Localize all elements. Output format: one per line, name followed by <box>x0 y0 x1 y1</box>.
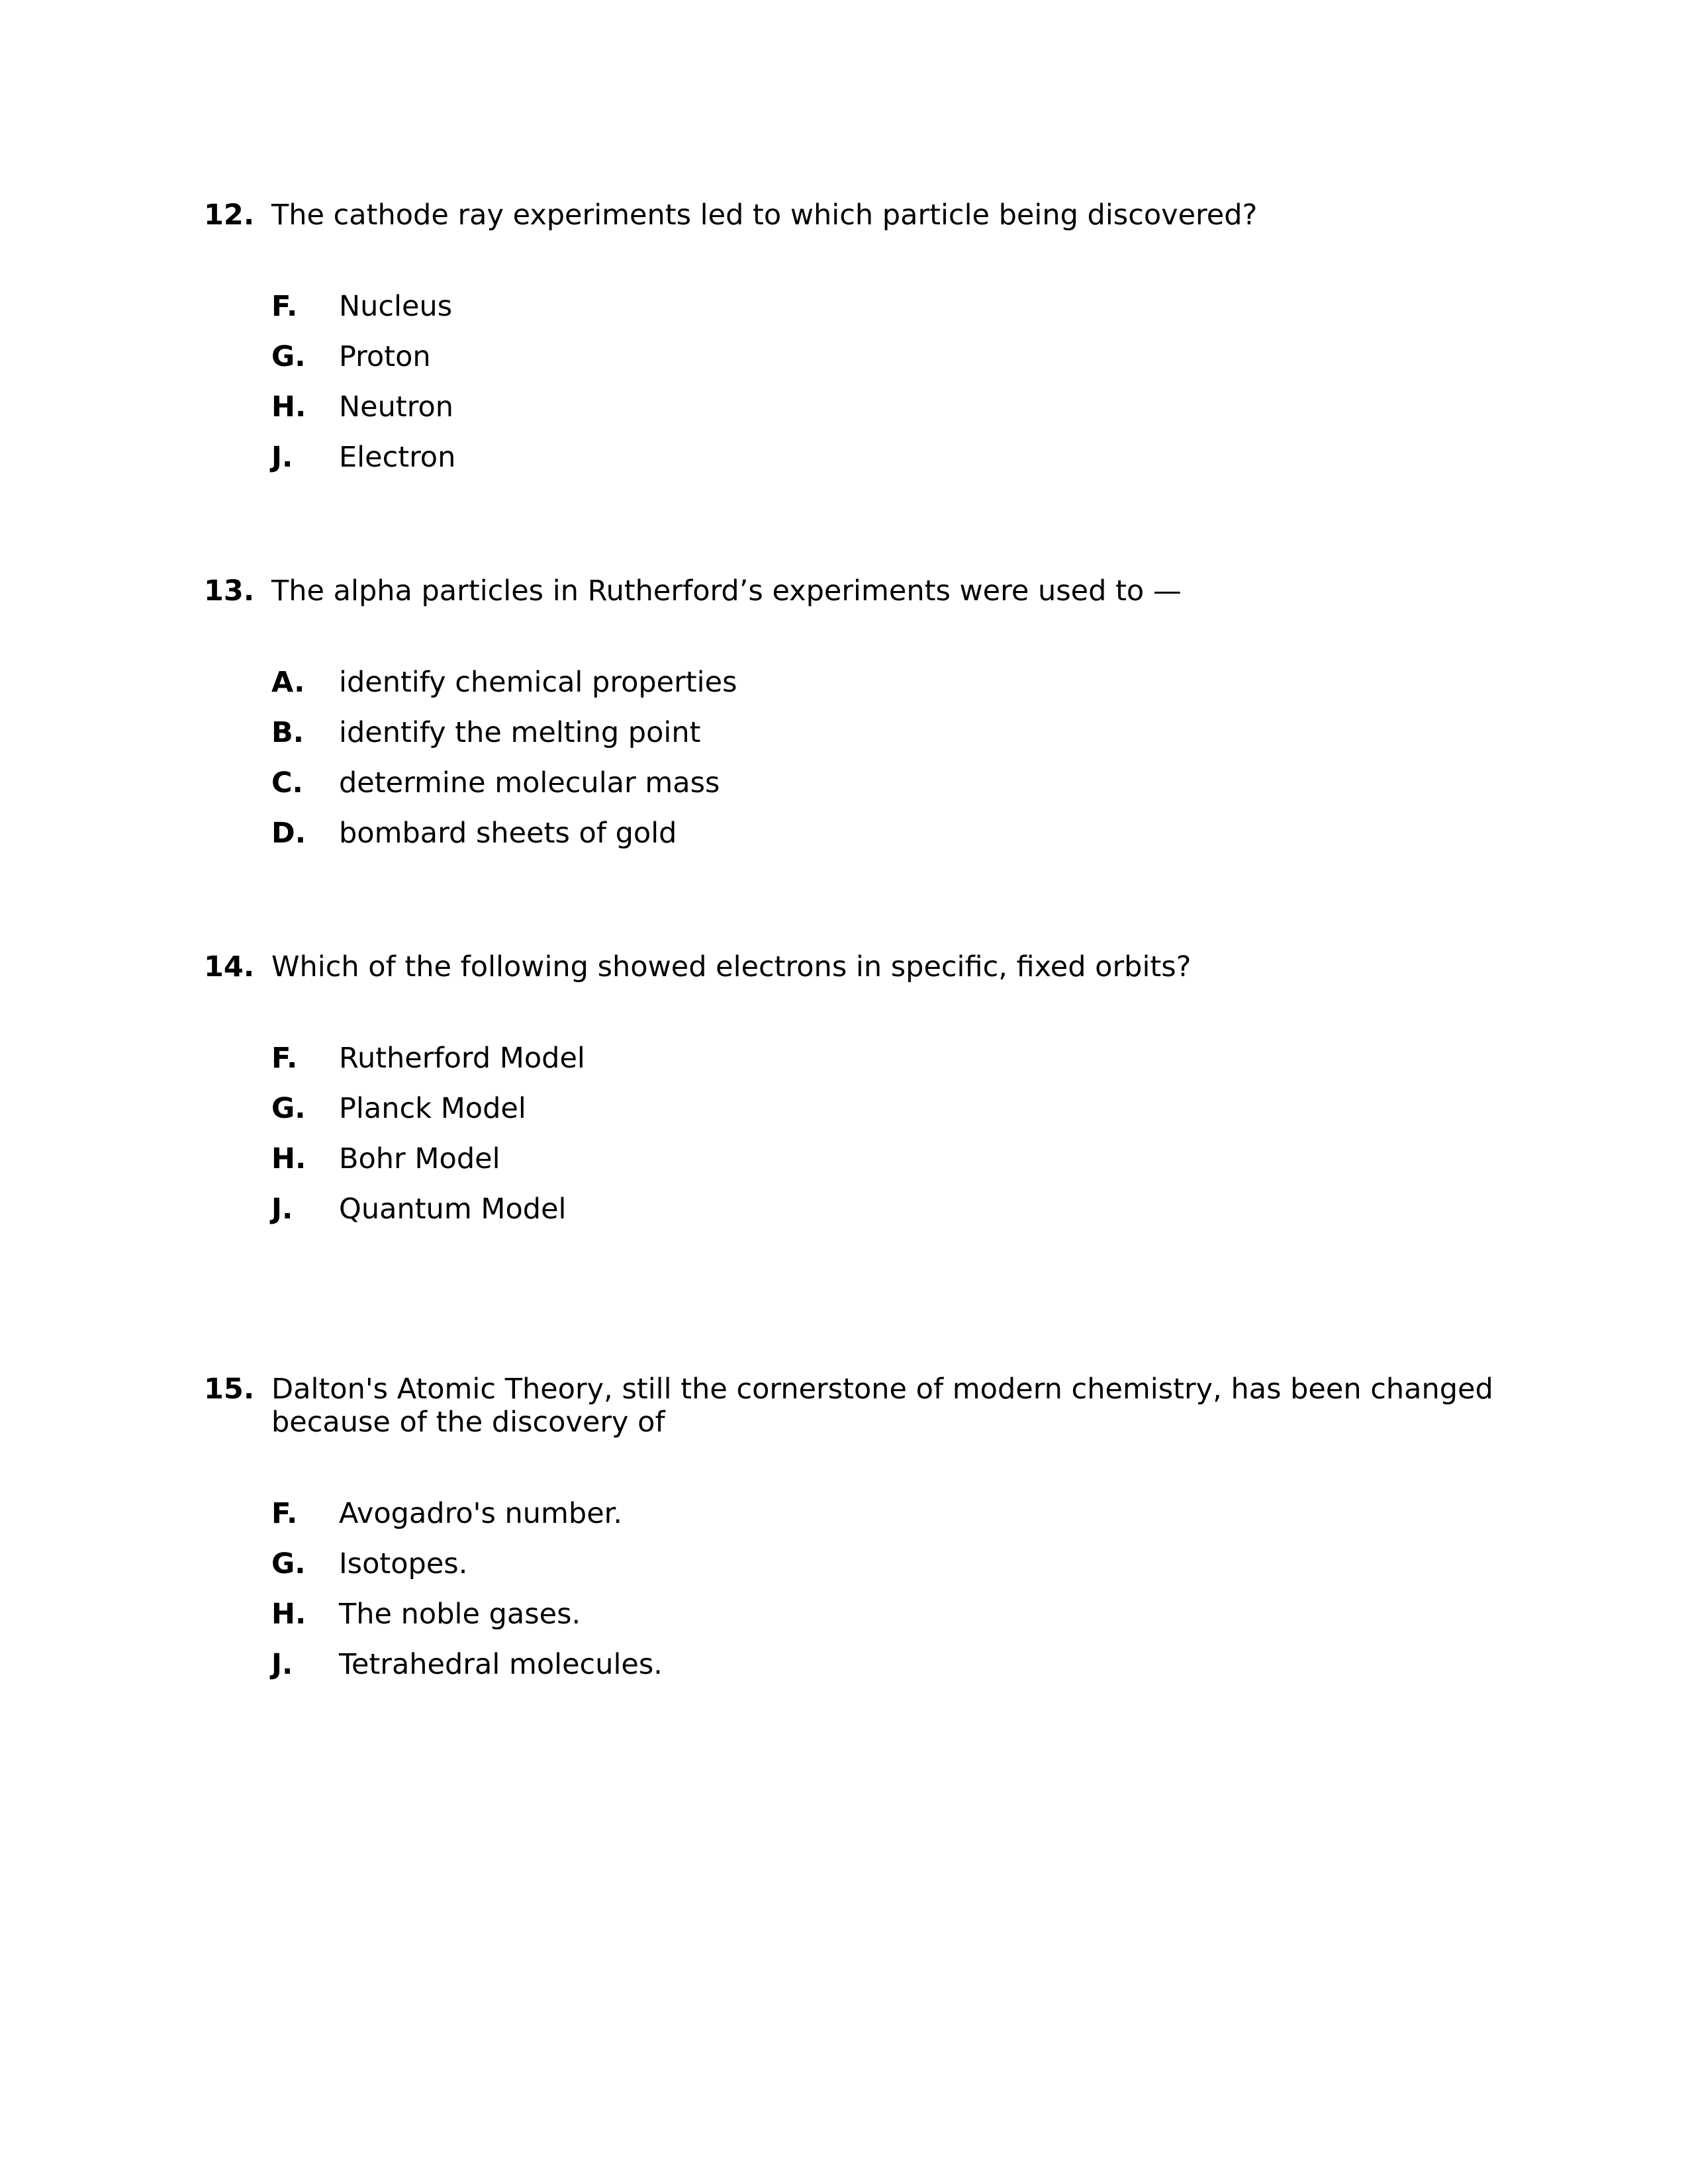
choice-letter: C. <box>271 766 303 799</box>
choice-text: Avogadro's number. <box>339 1497 623 1530</box>
answer-choice[interactable] <box>204 1142 1495 1193</box>
answer-choice[interactable] <box>204 666 1495 716</box>
choice-text: Electron <box>339 441 456 474</box>
choice-letter: H. <box>271 1142 306 1175</box>
answer-choice[interactable] <box>204 390 1495 441</box>
question-text: The alpha particles in Rutherford’s experiments were used to — <box>271 574 1182 608</box>
answer-choice[interactable] <box>204 290 1495 340</box>
choice-letter: D. <box>271 817 306 850</box>
choice-letter: B. <box>271 716 305 749</box>
answer-choice[interactable] <box>204 1193 1495 1243</box>
choice-text: Neutron <box>339 390 454 424</box>
answer-choice[interactable] <box>204 1598 1495 1648</box>
answer-choice[interactable] <box>204 1092 1495 1142</box>
answer-choice[interactable] <box>204 1042 1495 1092</box>
answer-choices <box>204 666 1495 867</box>
choice-text: Bohr Model <box>339 1142 500 1175</box>
question-stem <box>204 199 1495 232</box>
answer-choices <box>204 290 1495 491</box>
choice-text: Tetrahedral molecules. <box>339 1648 663 1681</box>
answer-choice[interactable] <box>204 817 1495 867</box>
choice-letter: G. <box>271 1092 306 1125</box>
choice-letter: J. <box>271 1193 293 1226</box>
answer-choices <box>204 1042 1495 1243</box>
choice-letter: A. <box>271 666 305 699</box>
choice-letter: F. <box>271 1042 298 1075</box>
question-text: Dalton's Atomic Theory, still the cornerstone of modern chemistry, has been changed because of the discovery of <box>271 1373 1493 1439</box>
question-15 <box>204 1373 1495 1698</box>
choice-text: identify chemical properties <box>339 666 737 699</box>
answer-choice[interactable] <box>204 340 1495 390</box>
choice-text: Nucleus <box>339 290 453 323</box>
question-number: 14. <box>204 950 255 983</box>
choice-text: identify the melting point <box>339 716 701 749</box>
choice-text: The noble gases. <box>339 1598 581 1631</box>
question-number: 12. <box>204 199 255 232</box>
question-stem <box>204 950 1495 983</box>
choice-letter: G. <box>271 1547 306 1580</box>
question-text: The cathode ray experiments led to which particle being discovered? <box>271 199 1258 232</box>
choice-letter: J. <box>271 1648 293 1681</box>
question-number: 13. <box>204 574 255 608</box>
choice-text: Rutherford Model <box>339 1042 585 1075</box>
choice-letter: G. <box>271 340 306 373</box>
question-13 <box>204 574 1495 867</box>
choice-text: Proton <box>339 340 431 373</box>
answer-choice[interactable] <box>204 1648 1495 1698</box>
answer-choices <box>204 1497 1495 1698</box>
choice-text: Quantum Model <box>339 1193 567 1226</box>
question-14 <box>204 950 1495 1243</box>
choice-text: Planck Model <box>339 1092 526 1125</box>
choice-text: bombard sheets of gold <box>339 817 677 850</box>
answer-choice[interactable] <box>204 766 1495 817</box>
question-number: 15. <box>204 1373 255 1406</box>
answer-choice[interactable] <box>204 441 1495 491</box>
choice-letter: H. <box>271 1598 306 1631</box>
answer-choice[interactable] <box>204 716 1495 766</box>
answer-choice[interactable] <box>204 1497 1495 1547</box>
choice-text: Isotopes. <box>339 1547 468 1580</box>
choice-text: determine molecular mass <box>339 766 720 799</box>
question-stem <box>204 574 1495 608</box>
choice-letter: H. <box>271 390 306 424</box>
choice-letter: F. <box>271 1497 298 1530</box>
question-stem <box>204 1373 1495 1439</box>
question-text: Which of the following showed electrons in specific, fixed orbits? <box>271 950 1192 983</box>
choice-letter: F. <box>271 290 298 323</box>
answer-choice[interactable] <box>204 1547 1495 1598</box>
question-12 <box>204 199 1495 491</box>
choice-letter: J. <box>271 441 293 474</box>
